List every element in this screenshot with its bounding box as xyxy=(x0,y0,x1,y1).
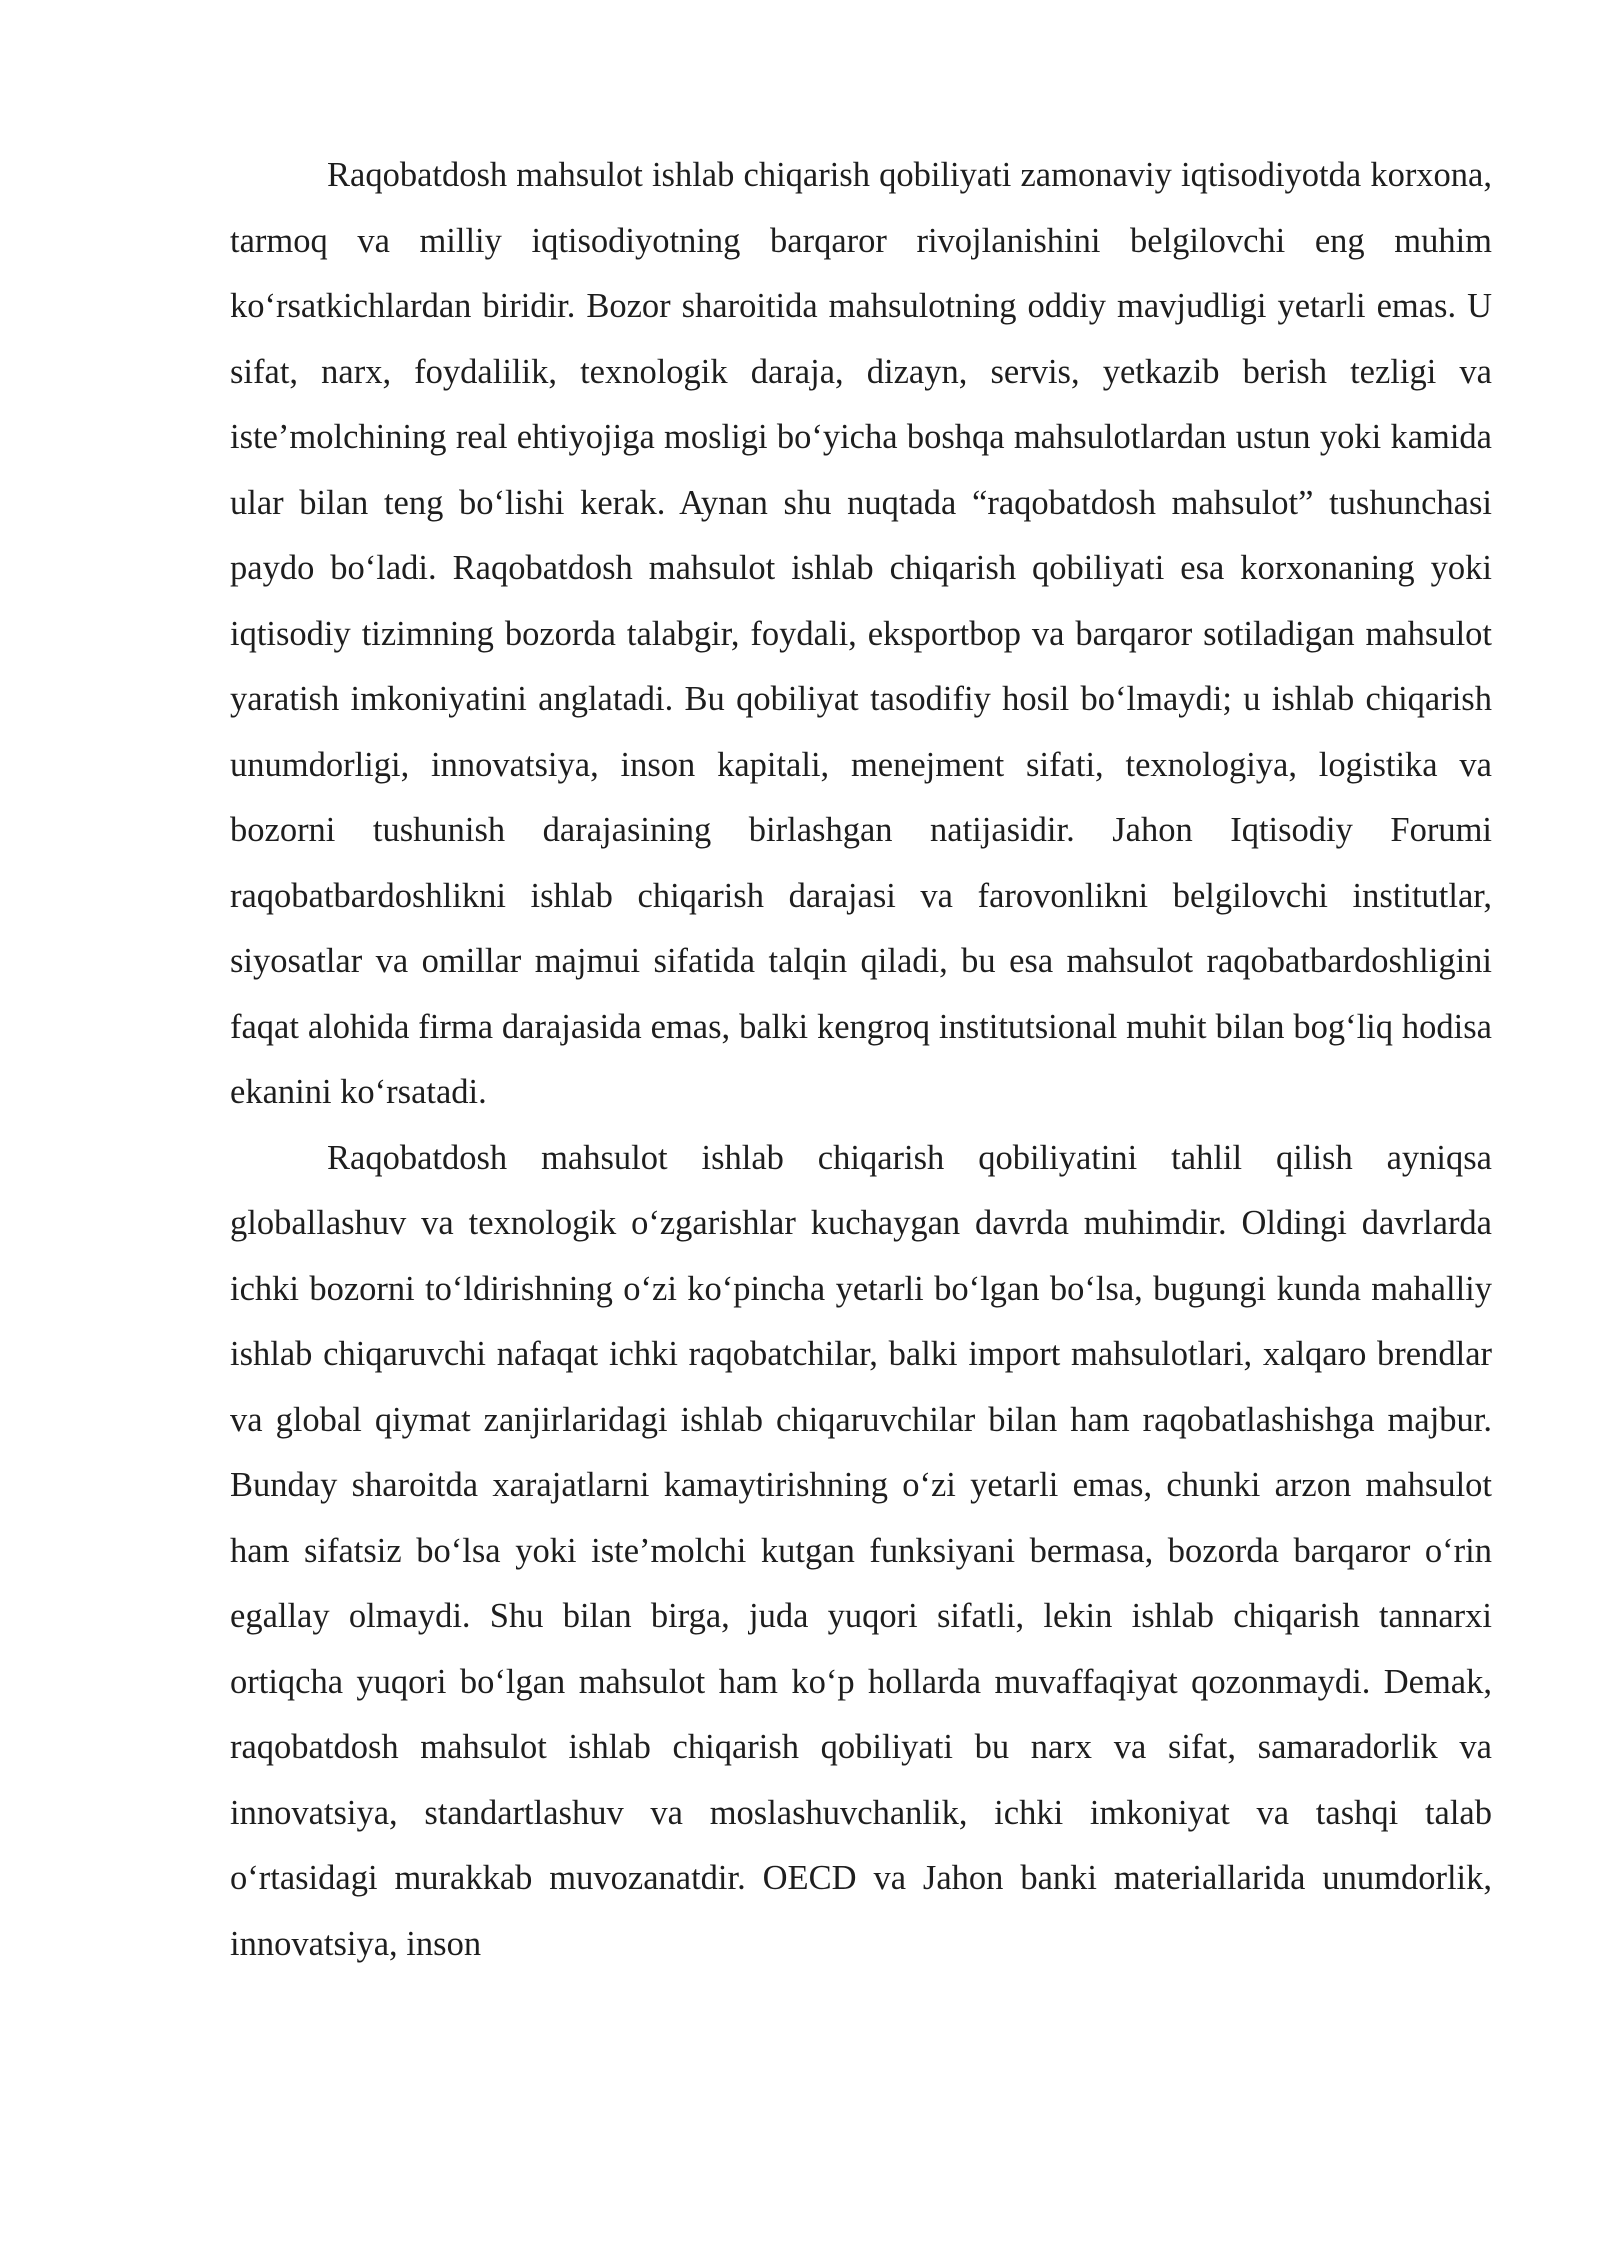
paragraph-1: Raqobatdosh mahsulot ishlab chiqarish qobiliyati zamonaviy iqtisodiyotda korxona, tarmoq va milliy iqtisodiyotning barqaror rivojlanishini belgilovchi eng muhim ko‘rsatkichlardan biridir. Bozor sharoitida mahsulotning oddiy mavjudligi yetarli emas. U sifat, narx, foydalilik, texnologik daraja, dizayn, servis, yetkazib berish tezligi va iste’molchining real ehtiyojiga mosligi bo‘yicha boshqa mahsulotlardan ustun yoki kamida ular bilan teng bo‘lishi kerak. Aynan shu nuqtada “raqobatdosh mahsulot” tushunchasi paydo bo‘ladi. Raqobatdosh mahsulot ishlab chiqarish qobiliyati esa korxonaning yoki iqtisodiy tizimning bozorda talabgir, foydali, eksportbop va barqaror sotiladigan mahsulot yaratish imkoniyatini anglatadi. Bu qobiliyat tasodifiy hosil bo‘lmaydi; u ishlab chiqarish unumdorligi, innovatsiya, inson kapitali, menejment sifati, texnologiya, logistika va bozorni tushunish darajasining birlashgan natijasidir. Jahon Iqtisodiy Forumi raqobatbardoshlikni ishlab chiqarish darajasi va farovonlikni belgilovchi institutlar, siyosatlar va omillar majmui sifatida talqin qiladi, bu esa mahsulot raqobatbardoshligini faqat alohida firma darajasida emas, balki kengroq institutsional muhit bilan bog‘liq hodisa ekanini ko‘rsatadi. xyxy=(230,156,1492,1111)
document-body xyxy=(230,143,1492,1977)
paragraph-2: Raqobatdosh mahsulot ishlab chiqarish qobiliyatini tahlil qilish ayniqsa globallashuv va texnologik o‘zgarishlar kuchaygan davrda muhimdir. Oldingi davrlarda ichki bozorni to‘ldirishning o‘zi ko‘pincha yetarli bo‘lgan bo‘lsa, bugungi kunda mahalliy ishlab chiqaruvchi nafaqat ichki raqobatchilar, balki import mahsulotlari, xalqaro brendlar va global qiymat zanjirlaridagi ishlab chiqaruvchilar bilan ham raqobatlashishga majbur. Bunday sharoitda xarajatlarni kamaytirishning o‘zi yetarli emas, chunki arzon mahsulot ham sifatsiz bo‘lsa yoki iste’molchi kutgan funksiyani bermasa, bozorda barqaror o‘rin egallay olmaydi. Shu bilan birga, juda yuqori sifatli, lekin ishlab chiqarish tannarxi ortiqcha yuqori bo‘lgan mahsulot ham ko‘p hollarda muvaffaqiyat qozonmaydi. Demak, raqobatdosh mahsulot ishlab chiqarish qobiliyati bu narx va sifat, samaradorlik va innovatsiya, standartlashuv va moslashuvchanlik, ichki imkoniyat va tashqi talab o‘rtasidagi murakkab muvozanatdir. OECD va Jahon banki materiallarida unumdorlik, innovatsiya, inson xyxy=(230,1138,1492,1963)
